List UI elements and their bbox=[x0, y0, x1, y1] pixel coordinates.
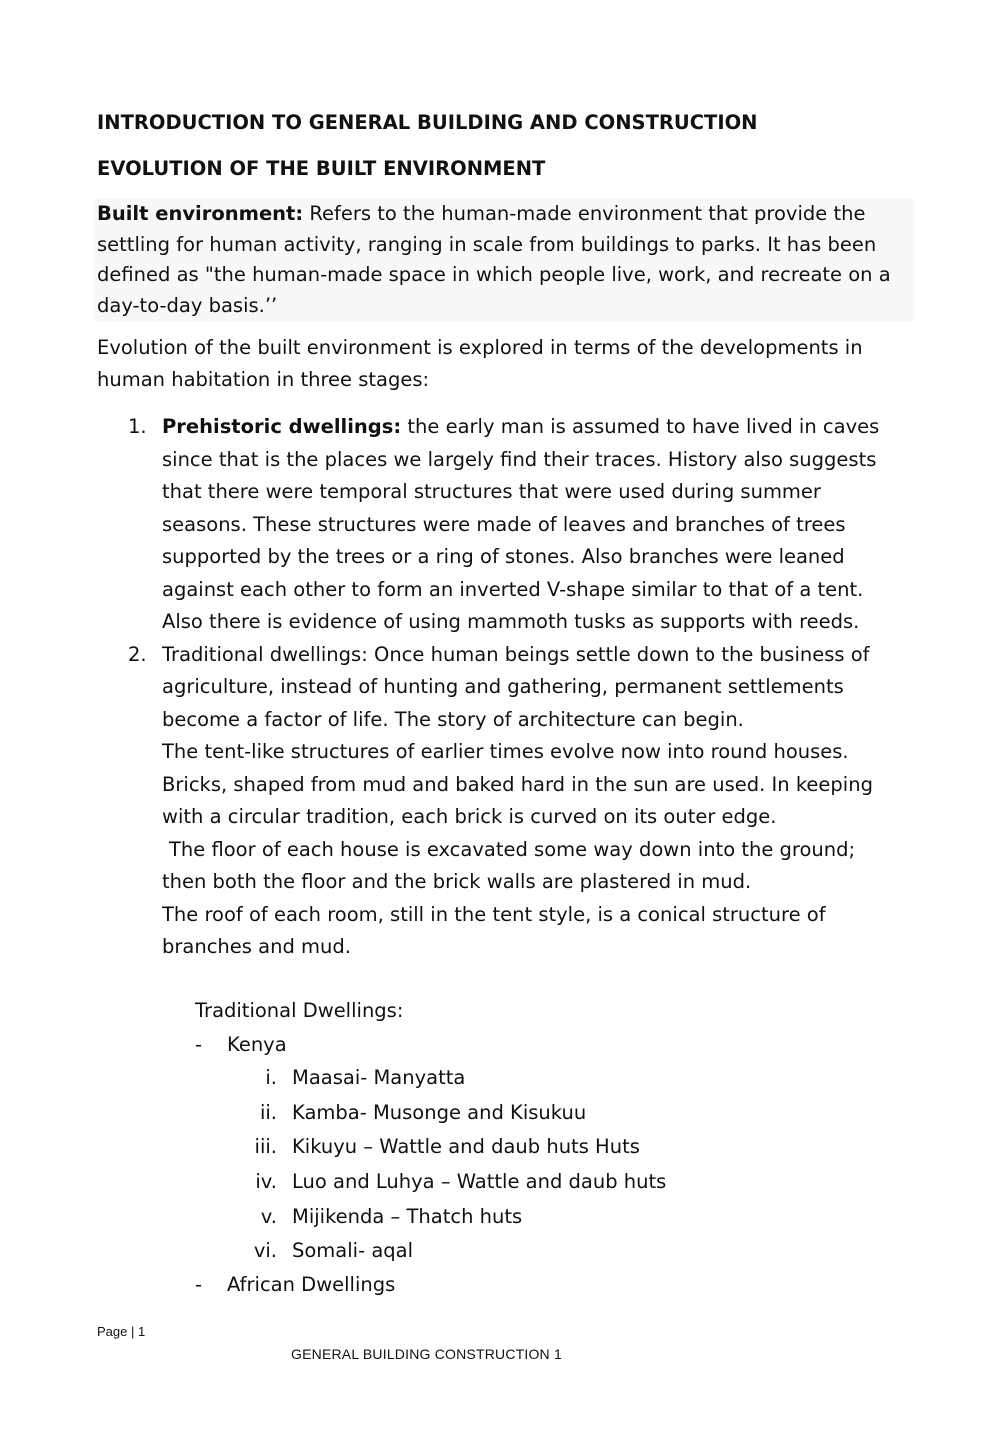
list-item-traditional bbox=[128, 639, 918, 964]
roman-number: ii. bbox=[259, 1100, 277, 1124]
african-label: African Dwellings bbox=[227, 1273, 396, 1296]
roman-number: iv. bbox=[255, 1170, 277, 1194]
stage-line: supported by the trees or a ring of stones. Also branches were leaned bbox=[162, 545, 845, 568]
dash-marker: - bbox=[195, 1273, 203, 1296]
roman-number: v. bbox=[260, 1204, 277, 1228]
definition-line: Refers to the human-made environment that provide the bbox=[303, 202, 866, 225]
intro-line: human habitation in three stages: bbox=[97, 368, 430, 391]
stage-title: Prehistoric dwellings: bbox=[162, 415, 402, 438]
stage-line: seasons. These structures were made of leaves and branches of trees bbox=[162, 512, 846, 536]
stage-line: Also there is evidence of using mammoth tusks as supports with reeds. bbox=[162, 610, 860, 633]
kenya-label: Kenya bbox=[227, 1033, 287, 1056]
stage-line: agriculture, instead of hunting and gathering, permanent settlements bbox=[162, 675, 844, 698]
stage-line: against each other to form an inverted V-shape similar to that of a tent. bbox=[162, 577, 864, 601]
stage-line: that there were temporal structures that were used during summer bbox=[162, 480, 821, 503]
definition-line: day-to-day basis.’’ bbox=[97, 293, 278, 317]
dwelling-text: Luo and Luhya – Wattle and daub huts bbox=[292, 1170, 667, 1194]
traditional-dwellings-heading: Traditional Dwellings: bbox=[195, 999, 404, 1022]
intro-paragraph bbox=[97, 332, 917, 396]
dwelling-text: Maasai- Manyatta bbox=[292, 1066, 466, 1089]
section-heading: EVOLUTION OF THE BUILT ENVIRONMENT bbox=[97, 157, 546, 180]
definition-text bbox=[94, 199, 914, 321]
stage-line: branches and mud. bbox=[162, 935, 351, 958]
list-number: 2. bbox=[128, 642, 147, 666]
stage-line: since that is the places we largely find their traces. History also suggests bbox=[162, 447, 877, 471]
dwelling-text: Somali- aqal bbox=[292, 1239, 414, 1263]
african-bullet bbox=[195, 1273, 395, 1296]
main-heading: INTRODUCTION TO GENERAL BUILDING AND CONSTRUCTION bbox=[97, 111, 758, 134]
footer-title: GENERAL BUILDING CONSTRUCTION 1 bbox=[291, 1346, 562, 1362]
definition-line: settling for human activity, ranging in scale from buildings to parks. It has been bbox=[97, 232, 877, 256]
dwelling-text: Mijikenda – Thatch huts bbox=[292, 1204, 523, 1228]
definition-line: defined as "the human-made space in which people live, work, and recreate on a bbox=[97, 263, 891, 286]
stage-line: become a factor of life. The story of architecture can begin. bbox=[162, 707, 744, 731]
roman-number: iii. bbox=[254, 1135, 277, 1159]
definition-term: Built environment: bbox=[97, 202, 304, 225]
dwelling-text: Kikuyu – Wattle and daub huts Huts bbox=[292, 1135, 640, 1159]
stage-line: Traditional dwellings: Once human beings settle down to the business of bbox=[162, 642, 870, 666]
list-number: 1. bbox=[128, 415, 147, 438]
stages-list bbox=[128, 411, 918, 964]
dwelling-text: Kamba- Musonge and Kisukuu bbox=[292, 1100, 587, 1124]
stage-line: The roof of each room, still in the tent style, is a conical structure of bbox=[162, 902, 826, 926]
stage-line: then both the floor and the brick walls are plastered in mud. bbox=[162, 870, 752, 893]
roman-number: vi. bbox=[253, 1239, 277, 1263]
page-number: Page | 1 bbox=[97, 1324, 146, 1339]
stage-line: The tent-like structures of earlier times evolve now into round houses. bbox=[162, 740, 849, 763]
kenya-bullet bbox=[195, 1033, 287, 1056]
stage-line: the early man is assumed to have lived in caves bbox=[401, 415, 880, 438]
dash-marker: - bbox=[195, 1033, 203, 1056]
definition-block bbox=[94, 199, 914, 321]
roman-number: i. bbox=[265, 1066, 277, 1089]
intro-line: Evolution of the built environment is explored in terms of the developments in bbox=[97, 336, 863, 359]
stage-line: Bricks, shaped from mud and baked hard in the sun are used. In keeping bbox=[162, 772, 873, 796]
stage-line: with a circular tradition, each brick is curved on its outer edge. bbox=[162, 805, 777, 828]
stage-line: The floor of each house is excavated some way down into the ground; bbox=[169, 837, 856, 861]
list-item-prehistoric bbox=[128, 411, 918, 639]
